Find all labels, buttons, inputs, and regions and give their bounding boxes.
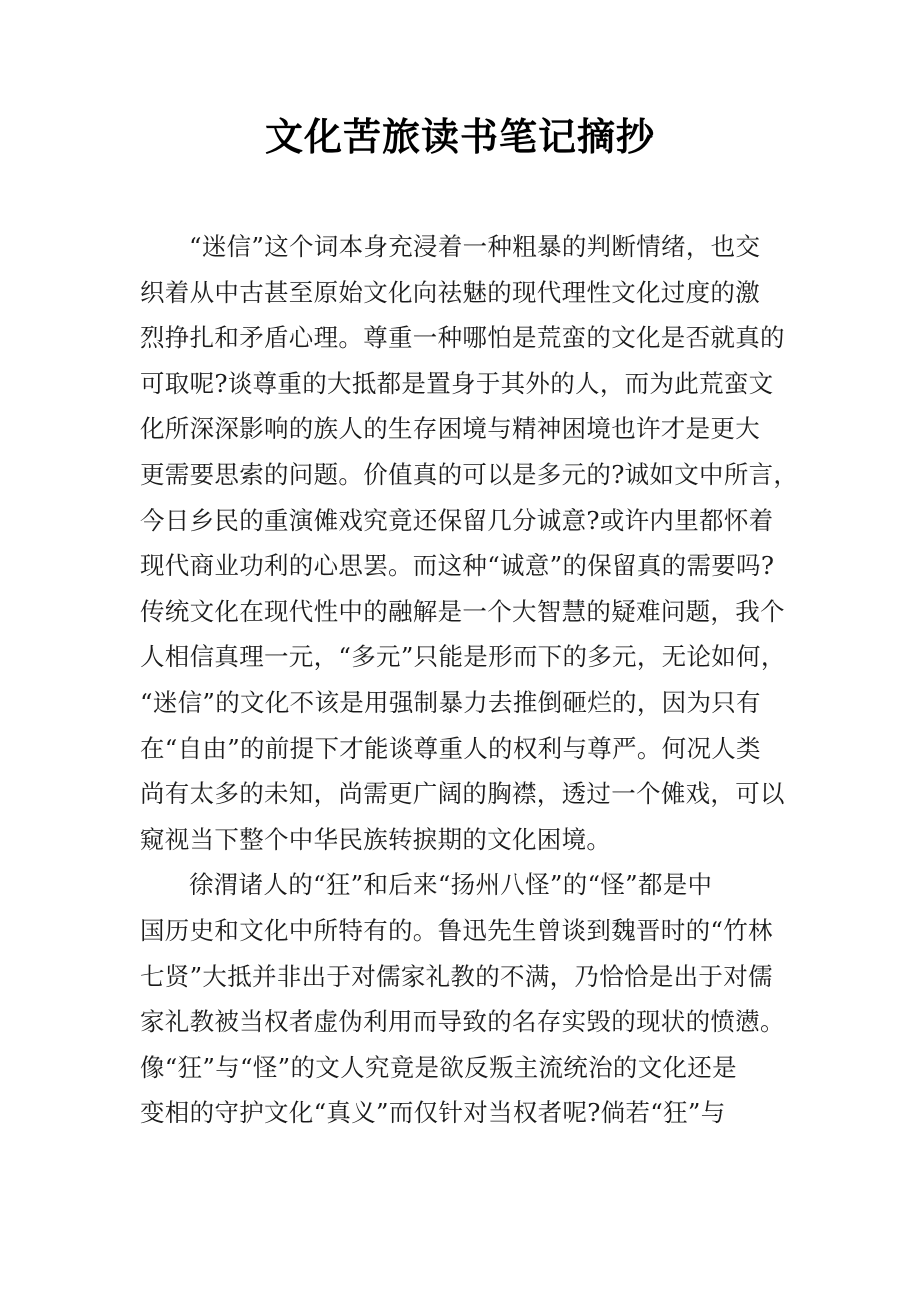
text-line: 窥视当下整个中华民族转捩期的文化困境。 [140, 824, 612, 854]
text-line: 七贤”大抵并非出于对儒家礼教的不满，乃恰恰是出于对儒 [140, 961, 773, 991]
paragraph-1 [140, 224, 820, 862]
text-line: 现代商业功利的心思罢。而这种“诚意”的保留真的需要吗? [140, 551, 775, 581]
text-line: 化所深深影响的族人的生存困境与精神困境也许才是更大 [140, 414, 760, 444]
text-line: “迷信”的文化不该是用强制暴力去推倒砸烂的，因为只有 [140, 687, 761, 717]
text-line: 在“自由”的前提下才能谈尊重人的权利与尊严。何况人类 [140, 733, 761, 763]
text-line: 更需要思索的问题。价值真的可以是多元的?诚如文中所言， [140, 459, 799, 489]
paragraph-2 [140, 862, 820, 1136]
text-line: 织着从中古甚至原始文化向祛魅的现代理性文化过度的激 [140, 277, 760, 307]
text-line: “迷信”这个词本身充浸着一种粗暴的判断情绪，也交 [189, 232, 761, 261]
text-line: 像“狂”与“怪”的文人究竟是欲反叛主流统治的文化还是 [140, 1052, 737, 1082]
text-line: 国历史和文化中所特有的。鲁迅先生曾谈到魏晋时的“竹林 [140, 915, 773, 945]
text-line: 家礼教被当权者虚伪利用而导致的名存实毁的现状的愤懑。 [140, 1007, 785, 1037]
text-line: 尚有太多的未知，尚需更广阔的胸襟，透过一个傩戏，可以 [140, 779, 785, 809]
text-line: 可取呢?谈尊重的大抵都是置身于其外的人，而为此荒蛮文 [140, 368, 774, 398]
document-title: 文化苦旅读书笔记摘抄 [264, 115, 655, 159]
text-line: 烈挣扎和矛盾心理。尊重一种哪怕是荒蛮的文化是否就真的 [140, 323, 785, 353]
text-line: 今日乡民的重演傩戏究竟还保留几分诚意?或许内里都怀着 [140, 505, 774, 535]
document-body [140, 224, 820, 1136]
text-line: 人相信真理一元，“多元”只能是形而下的多元，无论如何， [140, 642, 786, 672]
text-line: 传统文化在现代性中的融解是一个大智慧的疑难问题，我个 [140, 596, 785, 626]
text-line: 变相的守护文化“真义”而仅针对当权者呢?倘若“狂”与 [140, 1098, 726, 1128]
text-line: 徐渭诸人的“狂”和后来“扬州八怪”的“怪”都是中 [189, 870, 713, 900]
